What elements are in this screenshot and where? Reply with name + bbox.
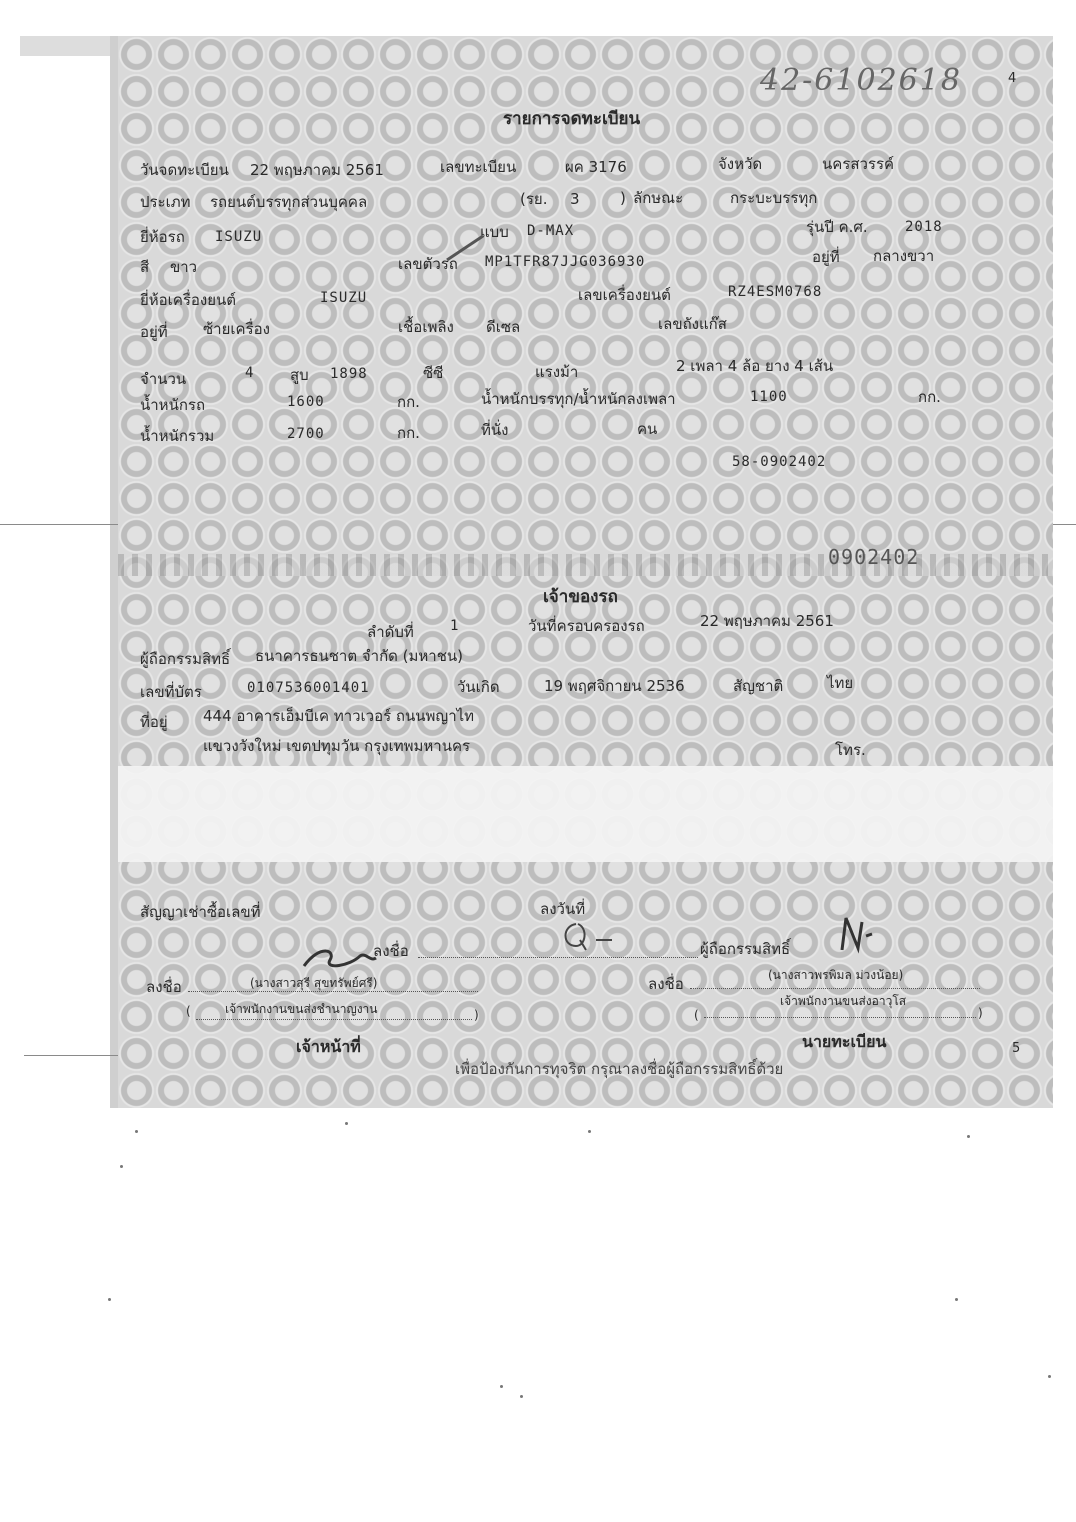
holder-label: ผู้ถือกรรมสิทธิ์ — [140, 650, 231, 668]
fuel-label: เชื้อเพลิง — [398, 318, 454, 336]
telephone-label: โทร. — [835, 741, 866, 759]
page-number-top: 4 — [1008, 71, 1017, 86]
owner-signature — [836, 912, 876, 956]
brand: ISUZU — [215, 229, 263, 245]
plate-label: เลขทะเบียน — [440, 158, 517, 176]
engine-location-label: อยู่ที่ — [140, 323, 168, 341]
fraud-warning: เพื่อป้องกันการทุจริต กรุณาลงชื่อผู้ถือกรรมสิทธิ์ด้วย — [455, 1060, 784, 1078]
contract-label: สัญญาเช่าซื้อเลขที่ — [140, 903, 261, 921]
fuel: ดีเซล — [486, 318, 521, 336]
registrar-signature-line — [690, 987, 980, 989]
birth-date: 19 พฤศจิกายน 2536 — [544, 677, 685, 695]
holder-signature-label: ผู้ถือกรรมสิทธิ์ — [700, 940, 791, 958]
address-line-1: 444 อาคารเอ็มบีเค ทาวเวอร์ ถนนพญาไท — [203, 707, 475, 725]
scan-edge — [110, 36, 118, 1108]
scan-line — [0, 524, 118, 525]
load-weight: 1100 — [750, 389, 788, 405]
province: นครสวรรค์ — [822, 155, 895, 173]
gas-tank-label: เลขถังแก๊ส — [658, 315, 727, 333]
redacted-area — [118, 766, 1053, 862]
scan-speck — [520, 1395, 523, 1398]
handwritten-date — [556, 918, 616, 954]
cylinders: 4 — [245, 365, 255, 381]
axle-info: 2 เพลา 4 ล้อ ยาง 4 เส้น — [676, 357, 834, 375]
scan-speck — [135, 1130, 138, 1133]
perforation-number: 0902402 — [828, 545, 920, 569]
reg-date-label: วันจดทะเบียน — [140, 161, 229, 179]
officer-name: (นางสาวสุรี สุขทรัพย์ศรี) — [250, 976, 378, 990]
engine-brand: ISUZU — [320, 290, 368, 306]
load-label: น้ำหนักบรรทุก/น้ำหนักลงเพลา — [481, 390, 676, 408]
nationality: ไทย — [827, 674, 854, 692]
scan-shadow — [20, 36, 118, 56]
count-label: จำนวน — [140, 370, 187, 388]
handwritten-file-number: 42-6102618 — [760, 63, 962, 98]
reg-date: 22 พฤษภาคม 2561 — [250, 161, 384, 179]
signature-label-1: ลงชื่อ — [373, 942, 409, 960]
cylinder-label: สูบ — [290, 366, 309, 384]
sequence-label: ลำดับที่ — [367, 623, 414, 641]
province-label: จังหวัด — [718, 155, 763, 173]
vehicle-weight: 1600 — [287, 394, 325, 410]
scan-speck — [120, 1165, 123, 1168]
engine-cc: 1898 — [330, 366, 368, 382]
plate-number: ผค 3176 — [565, 158, 627, 176]
owner-title: เจ้าของรถ — [543, 587, 618, 607]
signature-line — [418, 956, 698, 958]
page-number-bottom: 5 — [1012, 1041, 1021, 1056]
vehicle-type: รถยนต์บรรทุกส่วนบุคคล — [210, 193, 368, 211]
scan-speck — [500, 1385, 503, 1388]
ry-prefix: (รย. — [520, 190, 548, 208]
chassis-location-label: อยู่ที่ — [812, 248, 840, 266]
scan-speck — [955, 1298, 958, 1301]
scan-speck — [967, 1135, 970, 1138]
model-label: แบบ — [480, 223, 509, 241]
chassis-location: กลางขวา — [873, 247, 935, 265]
year-label: รุ่นปี ค.ศ. — [806, 218, 868, 236]
registrar-title: นายทะเบียน — [802, 1032, 887, 1051]
card-number: 0107536001401 — [247, 680, 370, 696]
document-number: 58-0902402 — [732, 454, 827, 470]
type-label: ประเภท — [140, 193, 191, 211]
registrar-position: เจ้าพนักงานขนส่งอาวุโส — [780, 994, 907, 1008]
scan-speck — [588, 1130, 591, 1133]
officer-position-line — [196, 1018, 472, 1020]
total-weight-unit: กก. — [397, 424, 420, 442]
color-label: สี — [140, 258, 150, 276]
model: D-MAX — [527, 223, 575, 239]
seat-label: ที่นั่ง — [481, 421, 509, 439]
scan-speck — [345, 1122, 348, 1125]
registrar-name: (นางสาวพรพิมล ม่วงน้อย) — [768, 968, 904, 982]
nationality-label: สัญชาติ — [733, 677, 784, 695]
cc-label: ซีซี — [423, 364, 444, 382]
weight-label: น้ำหนักรถ — [140, 396, 206, 414]
person-label: คน — [637, 420, 658, 438]
model-year: 2018 — [905, 219, 943, 235]
style-label: ลักษณะ — [633, 189, 684, 207]
possession-date-label: วันที่ครอบครองรถ — [528, 617, 645, 635]
ry-suffix: ) — [620, 189, 626, 207]
ry-number: 3 — [570, 190, 580, 208]
scan-speck — [1048, 1375, 1051, 1378]
scan-speck — [108, 1298, 111, 1301]
engine-location: ซ้ายเครื่อง — [203, 320, 270, 338]
officer-sign-label: ลงชื่อ — [146, 978, 182, 996]
registrar-sign-label: ลงชื่อ — [648, 975, 684, 993]
body-style: กระบะบรรทุก — [730, 189, 818, 207]
possession-date: 22 พฤษภาคม 2561 — [700, 612, 834, 630]
holder-signature — [300, 940, 380, 976]
chassis-label: เลขตัวรถ — [398, 255, 458, 273]
total-weight: 2700 — [287, 426, 325, 442]
officer-title: เจ้าหน้าที่ — [296, 1037, 361, 1056]
sequence: 1 — [450, 618, 460, 634]
holder-name: ธนาคารธนชาต จำกัด (มหาชน) — [255, 647, 464, 665]
load-unit: กก. — [918, 388, 941, 406]
engine-number-label: เลขเครื่องยนต์ — [578, 286, 671, 304]
chassis-number: MP1TFR87JJG036930 — [485, 254, 646, 270]
horsepower-label: แรงม้า — [535, 363, 579, 381]
registrar-position-line — [704, 1016, 976, 1018]
scan-line — [1053, 524, 1076, 525]
engine-brand-label: ยี่ห้อเครื่องยนต์ — [140, 291, 237, 309]
engine-number: RZ4ESM0768 — [728, 284, 823, 300]
scan-line — [24, 1055, 118, 1056]
officer-position: เจ้าพนักงานขนส่งชำนาญงาน — [225, 1002, 378, 1016]
total-weight-label: น้ำหนักรวม — [140, 427, 215, 445]
sign-date-label: ลงวันที่ — [540, 900, 586, 918]
birth-date-label: วันเกิด — [457, 678, 500, 696]
weight-unit: กก. — [397, 393, 420, 411]
card-number-label: เลขที่บัตร — [140, 683, 202, 701]
address-label: ที่อยู่ — [140, 713, 168, 731]
address-line-2: แขวงวังใหม่ เขตปทุมวัน กรุงเทพมหานคร — [203, 737, 471, 755]
color: ขาว — [170, 258, 198, 276]
registration-title: รายการจดทะเบียน — [503, 109, 641, 129]
brand-label: ยี่ห้อรถ — [140, 228, 185, 246]
